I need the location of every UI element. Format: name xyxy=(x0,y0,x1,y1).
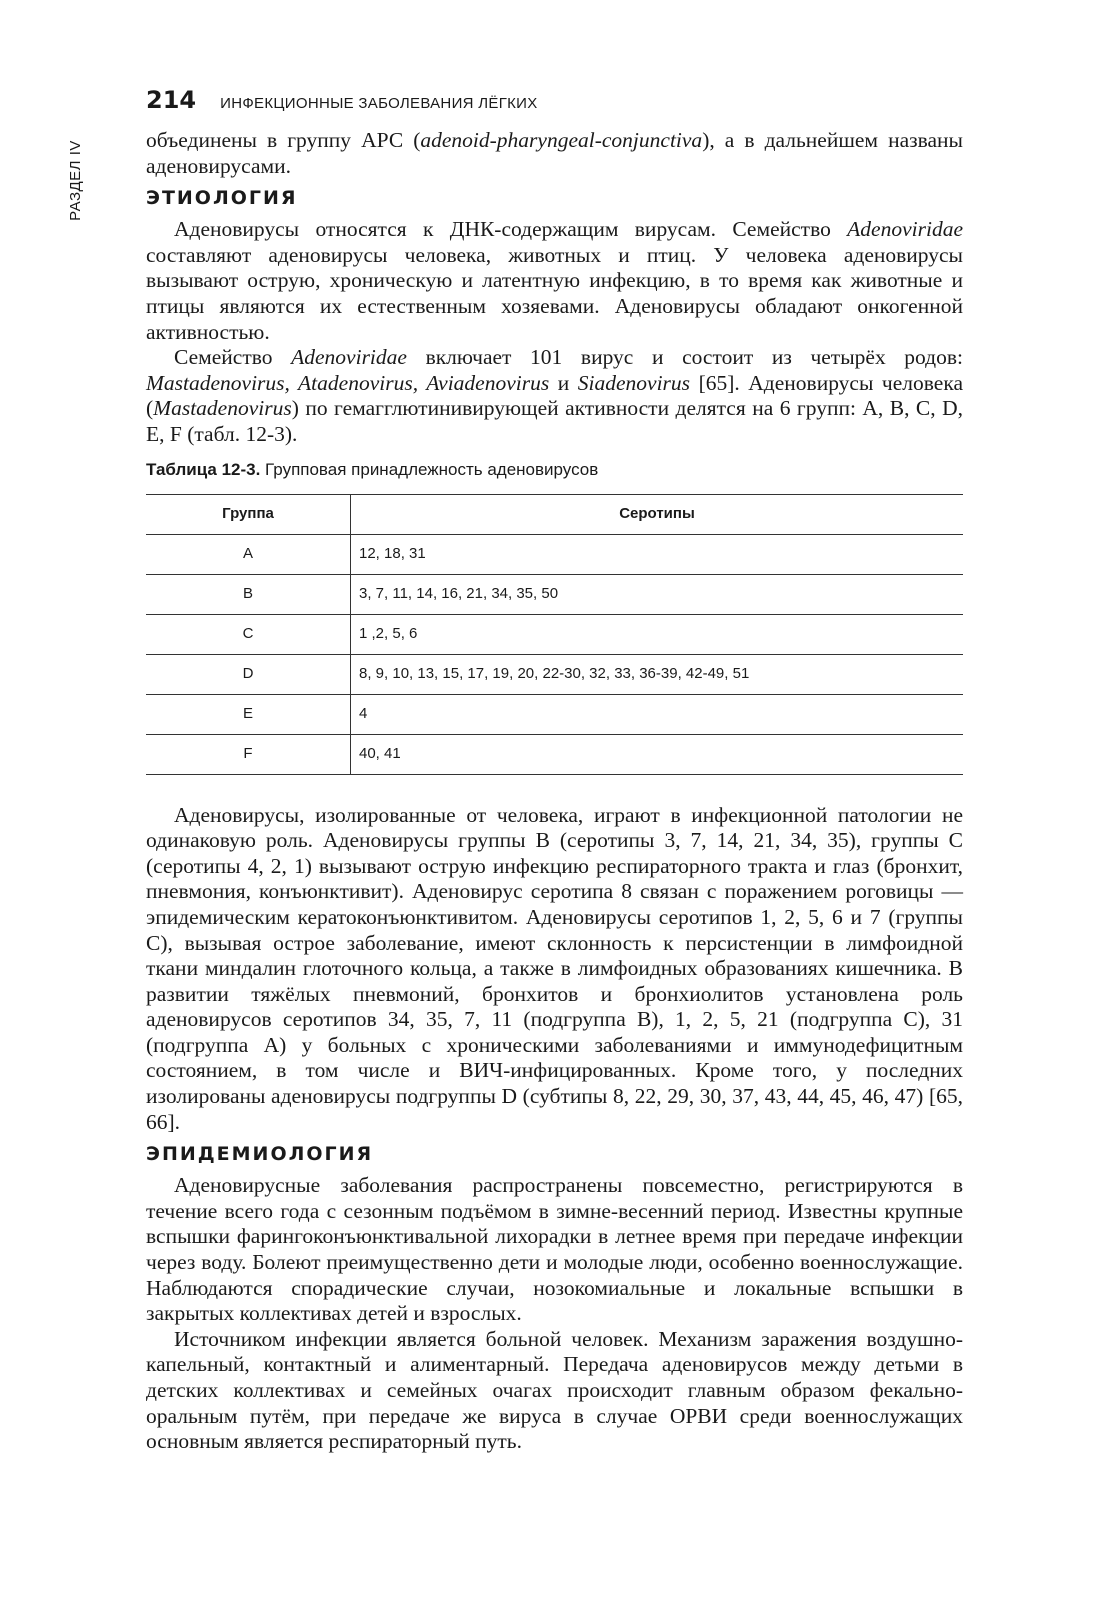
table-caption-label: Таблица 12-3. xyxy=(146,459,261,479)
serotypes-cell: 1 ,2, 5, 6 xyxy=(351,614,964,654)
epidemiology-heading: ЭПИДЕМИОЛОГИЯ xyxy=(146,1143,374,1166)
etiology-p2-text-a: Семейство xyxy=(174,345,292,370)
page-number: 214 xyxy=(146,86,197,114)
etiology-p2-italic-3: Siadenovirus xyxy=(577,370,691,395)
intro-text-2: ), а в дальнейшем названы аденовирусами. xyxy=(146,128,963,178)
table-row xyxy=(146,534,963,574)
clinical-role-paragraph: Аденовирусы, изолированные от человека, играют в инфекционной патологии не одинаковую роль. Аденовирусы группы B (серотипы 3, 7, 14, 21, 34, 35), группы C (серотипы 4, 2, 1) вызывают острую инфекцию респираторного тракта и глаз (бронхит, пневмония, конъюнктивит). Аденовирус серотипа 8 связан с поражением роговицы — эпидемическим кератоконъюнктивитом. Аденовирусы серотипов 1, 2, 5, 6 и 7 (группы C), вызывая острое заболевание, имеют склонность к персистенции в лимфоидной ткани миндалин глоточного кольца, а также в лимфоидных образованиях кишечника. В развитии тяжёлых пневмоний, бронхитов и бронхиолитов установлена роль аденовирусов серотипов 34, 35, 7, 11 (подгруппа B), 1, 2, 5, 21 (подгруппа C), 31 (подгруппа A) у больных с хроническими заболеваниями и иммунодефицитным состоянием, в том числе и ВИЧ-инфицированных. Кроме того, у последних изолированы аденовирусы подгруппы D (субтипы 8, 22, 29, 30, 37, 43, 44, 45, 46, 47) [65, 66]. xyxy=(146,802,963,1134)
epidemiology-paragraph-1: Аденовирусные заболевания распространены повсеместно, регистрируются в течение всего года с сезонным подъёмом в зимне-весенний период. Известны крупные вспышки фарингоконъюнктивальной лихорадки в летнее время при передаче инфекции через воду. Болеют преимущественно дети и молодые люди, особенно военнослужащие. Наблюдаются спорадические случаи, нозокомиальные и локальные вспышки в закрытых коллективах детей и взрослых. xyxy=(146,1173,963,1326)
group-cell: C xyxy=(146,614,351,654)
group-cell: F xyxy=(146,734,351,774)
table-header-row xyxy=(146,494,963,534)
etiology-heading: ЭТИОЛОГИЯ xyxy=(146,187,298,210)
etiology-p1-text-a: Аденовирусы относятся к ДНК-содержащим вирусам. Семейство xyxy=(174,217,848,242)
serotypes-cell: 40, 41 xyxy=(351,734,964,774)
running-header-title: ИНФЕКЦИОННЫЕ ЗАБОЛЕВАНИЯ ЛЁГКИХ xyxy=(220,95,538,112)
group-cell: E xyxy=(146,694,351,734)
table-caption-text: Групповая принадлежность аденовирусов xyxy=(260,459,599,479)
page-content xyxy=(146,128,963,1455)
table-row xyxy=(146,574,963,614)
serotypes-cell: 3, 7, 11, 14, 16, 21, 34, 35, 50 xyxy=(351,574,964,614)
etiology-paragraph-2 xyxy=(146,345,963,447)
etiology-p2-text-c: и xyxy=(549,370,578,395)
etiology-p2-italic-2: Mastadenovirus, Atadenovirus, Aviadenovirus xyxy=(146,370,550,395)
adenovirus-groups-table xyxy=(146,494,963,775)
intro-paragraph xyxy=(146,128,963,179)
section-side-tab xyxy=(60,130,90,230)
table-row xyxy=(146,694,963,734)
etiology-p2-text-d: [65]. Аденовирусы человека ( xyxy=(146,370,963,421)
group-cell: A xyxy=(146,534,351,574)
column-header-group: Группа xyxy=(146,494,351,534)
etiology-paragraph-1 xyxy=(146,217,963,345)
table-row xyxy=(146,654,963,694)
etiology-p2-text-b: включает 101 вирус и состоит из четырёх родов: xyxy=(406,345,964,370)
section-side-tab-label: РАЗДЕЛ IV xyxy=(66,139,84,221)
table-caption xyxy=(146,460,963,480)
etiology-p1-text-b: составляют аденовирусы человека, животных и птиц. У человека аденовирусы вызывают острую, хроническую и латентную инфекцию, в то время как животные и птицы являются их естественным хозяевами. Аденовирусы обладают онкогенной активностью. xyxy=(146,242,963,344)
epidemiology-paragraph-2: Источником инфекции является больной человек. Механизм заражения воздушно-капельный, контактный и алиментарный. Передача аденовирусов между детьми в детских коллективах и семейных очагах происходит главным образом фекально-оральным путём, при передаче же вируса в случае ОРВИ среди военнослужащих основным является респираторный путь. xyxy=(146,1326,963,1454)
running-header xyxy=(146,86,538,114)
intro-italic-term: adenoid-pharyngeal-conjunctiva xyxy=(420,128,703,152)
table-row xyxy=(146,614,963,654)
column-header-serotypes: Серотипы xyxy=(351,494,964,534)
serotypes-cell: 12, 18, 31 xyxy=(351,534,964,574)
serotypes-cell: 8, 9, 10, 13, 15, 17, 19, 20, 22-30, 32, 33, 36-39, 42-49, 51 xyxy=(351,654,964,694)
etiology-p2-italic-1: Adenoviridae xyxy=(291,345,407,370)
etiology-p1-italic: Adenoviridae xyxy=(847,217,963,242)
intro-text-1: объединены в группу АРС ( xyxy=(146,128,421,152)
group-cell: B xyxy=(146,574,351,614)
etiology-p2-text-e: ) по гемагглютинивирующей активности делятся на 6 групп: A, B, C, D, E, F (табл. 12-3). xyxy=(146,396,963,446)
table-row xyxy=(146,734,963,774)
etiology-p2-italic-4: Mastadenovirus xyxy=(153,396,292,421)
group-cell: D xyxy=(146,654,351,694)
serotypes-cell: 4 xyxy=(351,694,964,734)
